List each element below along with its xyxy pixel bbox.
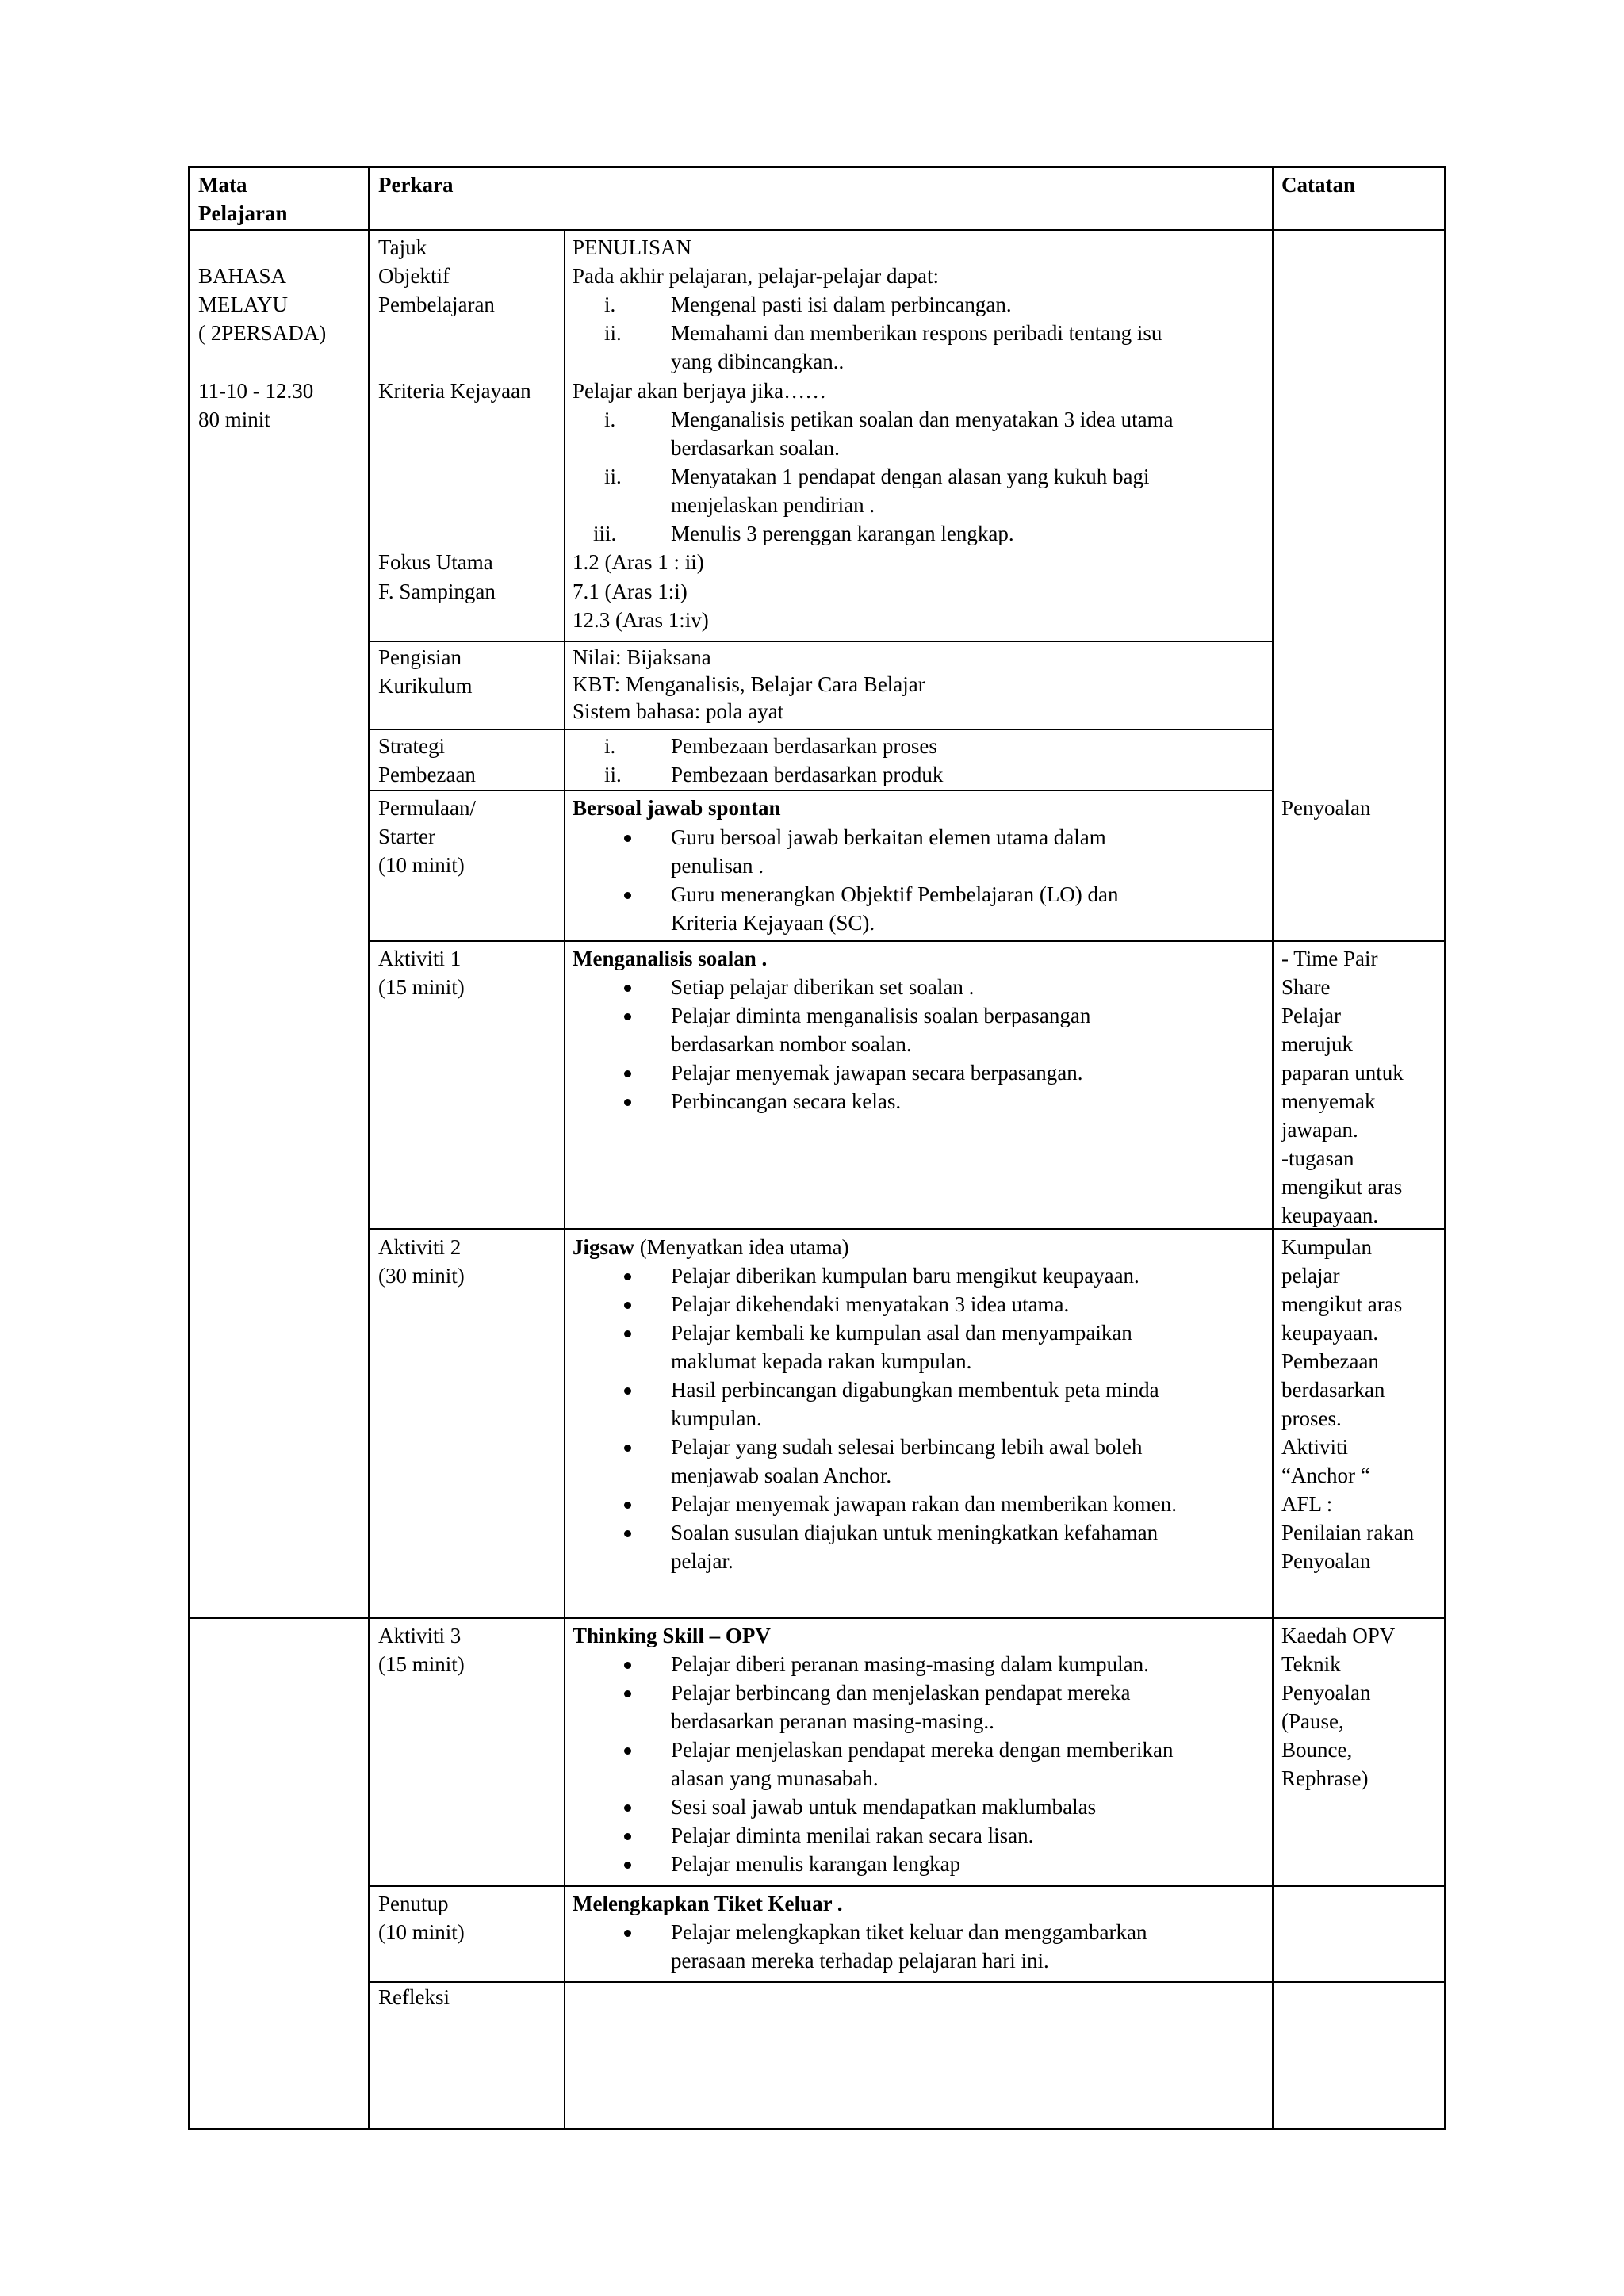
bullet-text: penulisan . xyxy=(671,854,764,878)
bullet-icon xyxy=(624,1930,631,1937)
aktiviti2-note: keupayaan. xyxy=(1281,1321,1379,1345)
aktiviti3-note: Penyoalan xyxy=(1281,1681,1371,1705)
aktiviti1-note: merujuk xyxy=(1281,1032,1353,1056)
aktiviti1-title: Menganalisis soalan . xyxy=(573,947,768,970)
objektif-num: i. xyxy=(604,293,616,316)
sampingan-label: F. Sampingan xyxy=(378,580,496,603)
objektif-intro: Pada akhir pelajaran, pelajar-pelajar dapat: xyxy=(573,264,939,288)
kriteria-text: berdasarkan soalan. xyxy=(671,436,840,460)
bullet-icon xyxy=(624,1690,631,1697)
header-perkara: Perkara xyxy=(378,173,454,197)
kriteria-text: menjelaskan pendirian . xyxy=(671,493,875,517)
header-catatan: Catatan xyxy=(1281,173,1355,197)
aktiviti3-note: Kaedah OPV xyxy=(1281,1624,1396,1647)
bullet-text: Pelajar berbincang dan menjelaskan pendapat mereka xyxy=(671,1681,1131,1705)
bullet-text: Pelajar diminta menganalisis soalan berpasangan xyxy=(671,1004,1091,1027)
aktiviti2-title xyxy=(573,1233,849,1261)
objektif-num: ii. xyxy=(604,321,622,345)
bullet-text: Pelajar menjelaskan pendapat mereka dengan memberikan xyxy=(671,1738,1174,1762)
bullet-text: Setiap pelajar diberikan set soalan . xyxy=(671,975,975,999)
bullet-icon xyxy=(624,892,631,899)
bullet-text: berdasarkan peranan masing-masing.. xyxy=(671,1709,994,1733)
sampingan-value: 7.1 (Aras 1:i) xyxy=(573,580,688,603)
penutup-label: (10 minit) xyxy=(378,1920,465,1944)
bullet-icon xyxy=(624,1833,631,1840)
bullet-icon xyxy=(624,985,631,992)
aktiviti3-label: (15 minit) xyxy=(378,1652,465,1676)
bullet-icon xyxy=(624,1273,631,1280)
bullet-text: Guru menerangkan Objektif Pembelajaran (LO) dan xyxy=(671,882,1119,906)
bullet-text: Pelajar melengkapkan tiket keluar dan menggambarkan xyxy=(671,1920,1147,1944)
aktiviti2-note: Pembezaan xyxy=(1281,1349,1379,1373)
strategi-label: Pembezaan xyxy=(378,763,476,786)
bullet-text: alasan yang munasabah. xyxy=(671,1766,879,1790)
bullet-text: Pelajar yang sudah selesai berbincang lebih awal boleh xyxy=(671,1435,1143,1459)
bullet-icon xyxy=(624,1862,631,1869)
fokus-label: Fokus Utama xyxy=(378,550,493,574)
bullet-text: kumpulan. xyxy=(671,1406,762,1430)
aktiviti2-note: berdasarkan xyxy=(1281,1378,1385,1402)
bullet-text: Pelajar menyemak jawapan secara berpasangan. xyxy=(671,1061,1083,1085)
strategi-text: Pembezaan berdasarkan proses xyxy=(671,734,937,758)
permulaan-label: Permulaan/ xyxy=(378,796,476,820)
aktiviti1-note: keupayaan. xyxy=(1281,1203,1379,1227)
aktiviti2-note: Aktiviti xyxy=(1281,1435,1349,1459)
aktiviti3-note: (Pause, xyxy=(1281,1709,1344,1733)
aktiviti2-title-bold: Jigsaw xyxy=(573,1235,635,1259)
aktiviti3-note: Teknik xyxy=(1281,1652,1341,1676)
header-mata-pelajaran: Mata xyxy=(198,173,247,197)
bullet-icon xyxy=(624,1330,631,1337)
bullet-icon xyxy=(624,1013,631,1020)
aktiviti2-note: pelajar xyxy=(1281,1264,1340,1288)
bullet-icon xyxy=(624,1530,631,1537)
refleksi-label: Refleksi xyxy=(378,1985,450,2009)
pengisian-label: Kurikulum xyxy=(378,674,473,698)
aktiviti2-note: mengikut aras xyxy=(1281,1292,1403,1316)
bullet-icon xyxy=(624,1662,631,1669)
objektif-label: Objektif xyxy=(378,264,450,288)
kriteria-intro: Pelajar akan berjaya jika…… xyxy=(573,379,827,403)
permulaan-label: (10 minit) xyxy=(378,853,465,877)
pengisian-label: Pengisian xyxy=(378,645,462,669)
bullet-icon xyxy=(624,1099,631,1106)
aktiviti1-note: mengikut aras xyxy=(1281,1175,1403,1199)
bullet-text: berdasarkan nombor soalan. xyxy=(671,1032,912,1056)
aktiviti1-note: paparan untuk xyxy=(1281,1061,1404,1085)
bullet-text: menjawab soalan Anchor. xyxy=(671,1464,892,1487)
kriteria-label: Kriteria Kejayaan xyxy=(378,379,531,403)
aktiviti3-label: Aktiviti 3 xyxy=(378,1624,462,1647)
bullet-icon xyxy=(624,1302,631,1309)
bullet-text: pelajar. xyxy=(671,1549,733,1573)
pengisian-value: Sistem bahasa: pola ayat xyxy=(573,699,784,723)
header-mata-pelajaran: Pelajaran xyxy=(198,201,288,225)
bullet-text: Soalan susulan diajukan untuk meningkatkan kefahaman xyxy=(671,1521,1159,1544)
bullet-text: Pelajar menulis karangan lengkap xyxy=(671,1852,961,1876)
aktiviti2-note: Penyoalan xyxy=(1281,1549,1371,1573)
aktiviti1-note: menyemak xyxy=(1281,1089,1376,1113)
pengisian-value: KBT: Menganalisis, Belajar Cara Belajar xyxy=(573,672,925,696)
objektif-text: Memahami dan memberikan respons peribadi tentang isu xyxy=(671,321,1162,345)
pengisian-value: Nilai: Bijaksana xyxy=(573,645,711,669)
objektif-text: Mengenal pasti isi dalam perbincangan. xyxy=(671,293,1012,316)
aktiviti2-title-rest: (Menyatkan idea utama) xyxy=(634,1235,849,1259)
aktiviti1-note: jawapan. xyxy=(1281,1118,1358,1142)
aktiviti2-note: proses. xyxy=(1281,1406,1342,1430)
kriteria-text: Menyatakan 1 pendapat dengan alasan yang kukuh bagi xyxy=(671,465,1150,488)
objektif-label: Pembelajaran xyxy=(378,293,495,316)
bullet-text: Guru bersoal jawab berkaitan elemen utama dalam xyxy=(671,825,1106,849)
bullet-text: Perbincangan secara kelas. xyxy=(671,1089,902,1113)
bullet-text: Kriteria Kejayaan (SC). xyxy=(671,911,875,935)
bullet-text: Pelajar diminta menilai rakan secara lisan. xyxy=(671,1823,1034,1847)
tajuk-label: Tajuk xyxy=(378,235,427,259)
bullet-text: Pelajar kembali ke kumpulan asal dan menyampaikan xyxy=(671,1321,1132,1345)
aktiviti2-note: “Anchor “ xyxy=(1281,1464,1370,1487)
aktiviti3-note: Bounce, xyxy=(1281,1738,1353,1762)
bullet-text: Pelajar menyemak jawapan rakan dan memberikan komen. xyxy=(671,1492,1177,1516)
subject-name: ( 2PERSADA) xyxy=(198,321,327,345)
bullet-text: Pelajar diberi peranan masing-masing dalam kumpulan. xyxy=(671,1652,1149,1676)
bullet-text: Hasil perbincangan digabungkan membentuk peta minda xyxy=(671,1378,1159,1402)
aktiviti1-note: - Time Pair xyxy=(1281,947,1378,970)
aktiviti2-note: Penilaian rakan xyxy=(1281,1521,1415,1544)
penutup-label: Penutup xyxy=(378,1892,449,1915)
permulaan-note: Penyoalan xyxy=(1281,796,1371,820)
bullet-icon xyxy=(624,1387,631,1395)
kriteria-text: Menganalisis petikan soalan dan menyatakan 3 idea utama xyxy=(671,408,1174,431)
aktiviti3-note: Rephrase) xyxy=(1281,1766,1369,1790)
bullet-text: perasaan mereka terhadap pelajaran hari ini. xyxy=(671,1949,1049,1973)
bullet-icon xyxy=(624,1445,631,1452)
strategi-num: ii. xyxy=(604,763,622,786)
aktiviti1-note: -tugasan xyxy=(1281,1146,1354,1170)
objektif-text: yang dibincangkan.. xyxy=(671,350,845,373)
aktiviti2-label: (30 minit) xyxy=(378,1264,465,1288)
subject-name: MELAYU xyxy=(198,293,289,316)
bullet-icon xyxy=(624,1070,631,1077)
bullet-text: Pelajar dikehendaki menyatakan 3 idea utama. xyxy=(671,1292,1070,1316)
bullet-text: Pelajar diberikan kumpulan baru mengikut keupayaan. xyxy=(671,1264,1139,1288)
kriteria-num: ii. xyxy=(604,465,622,488)
strategi-label: Strategi xyxy=(378,734,445,758)
strategi-num: i. xyxy=(604,734,616,758)
aktiviti1-note: Pelajar xyxy=(1281,1004,1341,1027)
aktiviti1-label: (15 minit) xyxy=(378,975,465,999)
strategi-text: Pembezaan berdasarkan produk xyxy=(671,763,944,786)
tajuk-value: PENULISAN xyxy=(573,235,692,259)
aktiviti3-title: Thinking Skill – OPV xyxy=(573,1624,771,1647)
kriteria-num: i. xyxy=(604,408,616,431)
sampingan-value: 12.3 (Aras 1:iv) xyxy=(573,608,709,632)
bullet-text: Sesi soal jawab untuk mendapatkan maklumbalas xyxy=(671,1795,1097,1819)
lesson-duration: 80 minit xyxy=(198,408,270,431)
bullet-icon xyxy=(624,1747,631,1755)
aktiviti2-note: AFL : xyxy=(1281,1492,1333,1516)
lesson-time: 11-10 - 12.30 xyxy=(198,379,314,403)
bullet-icon xyxy=(624,1804,631,1812)
kriteria-num: iii. xyxy=(593,522,617,545)
permulaan-label: Starter xyxy=(378,825,435,848)
penutup-title: Melengkapkan Tiket Keluar . xyxy=(573,1892,843,1915)
bullet-icon xyxy=(624,1502,631,1509)
kriteria-text: Menulis 3 perenggan karangan lengkap. xyxy=(671,522,1014,545)
permulaan-title: Bersoal jawab spontan xyxy=(573,796,781,820)
fokus-value: 1.2 (Aras 1 : ii) xyxy=(573,550,704,574)
aktiviti1-note: Share xyxy=(1281,975,1331,999)
bullet-text: maklumat kepada rakan kumpulan. xyxy=(671,1349,972,1373)
subject-name: BAHASA xyxy=(198,264,287,288)
aktiviti1-label: Aktiviti 1 xyxy=(378,947,462,970)
aktiviti2-note: Kumpulan xyxy=(1281,1235,1372,1259)
aktiviti2-label: Aktiviti 2 xyxy=(378,1235,462,1259)
bullet-icon xyxy=(624,835,631,842)
